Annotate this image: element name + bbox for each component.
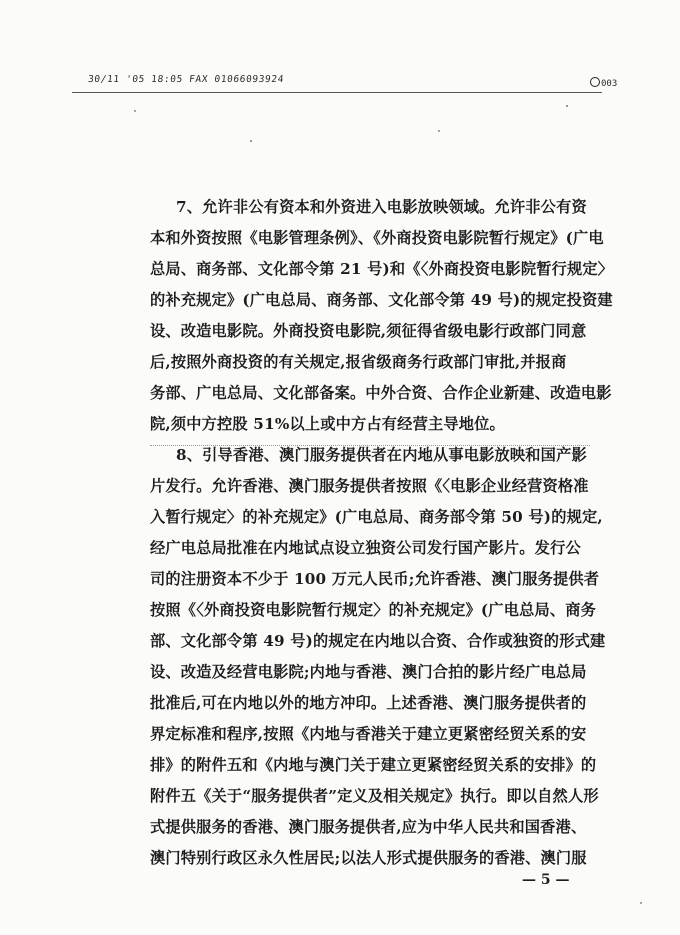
text-line: 院,须中方控股 51%以上或中方占有经营主导地位。 <box>150 415 505 433</box>
scan-noise <box>150 445 590 446</box>
text-line: 设、改造电影院。外商投资电影院,须征得省级电影行政部门同意 <box>150 322 587 340</box>
text-line: 司的注册资本不少于 100 万元人民币;允许香港、澳门服务提供者 <box>150 570 600 588</box>
text-line: 入暂行规定〉的补充规定》(广电总局、商务部令第 50 号)的规定, <box>150 508 603 526</box>
text-line: 片发行。允许香港、澳门服务提供者按照《〈电影企业经营资格准 <box>150 477 589 495</box>
fax-page-label: 003 <box>601 79 618 89</box>
header-rule <box>72 92 602 93</box>
text-line: 务部、广电总局、文化部备案。中外合资、合作企业新建、改造电影 <box>150 384 612 402</box>
text-line: 7、允许非公有资本和外资进入电影放映领域。允许非公有资 <box>176 198 587 216</box>
text-line: 部、文化部令第 49 号)的规定在内地以合资、合作或独资的形式建 <box>150 632 606 650</box>
text-line: 式提供服务的香港、澳门服务提供者,应为中华人民共和国香港、 <box>150 818 587 836</box>
scan-speck <box>566 105 568 107</box>
text-line: 澳门特别行政区永久性居民;以法人形式提供服务的香港、澳门服 <box>150 849 587 867</box>
text-line: 后,按照外商投资的有关规定,报省级商务行政部门审批,并报商 <box>150 353 567 371</box>
scan-speck <box>438 130 440 132</box>
text-line: 附件五《关于“服务提供者”定义及相关规定》执行。即以自然人形 <box>150 787 599 805</box>
text-line: 8、引导香港、澳门服务提供者在内地从事电影放映和国产影 <box>176 446 587 464</box>
page-number: — 5 — <box>522 872 570 888</box>
fax-header-line: 30/11 '05 18:05 FAX 01066093924 <box>87 74 285 85</box>
text-line: 本和外资按照《电影管理条例》、《外商投资电影院暂行规定》(广电 <box>150 229 604 247</box>
text-line: 批准后,可在内地以外的地方冲印。上述香港、澳门服务提供者的 <box>150 694 587 712</box>
fax-page-number <box>590 77 617 89</box>
text-line: 按照《〈外商投资电影院暂行规定〉的补充规定》(广电总局、商务 <box>150 601 597 619</box>
scan-speck <box>640 902 642 904</box>
text-line: 排》的附件五和《内地与澳门关于建立更紧密经贸关系的安排》的 <box>150 756 597 774</box>
scan-speck <box>250 140 252 142</box>
circle-icon <box>590 77 600 87</box>
text-line: 的补充规定》(广电总局、商务部、文化部令第 49 号)的规定投资建 <box>150 291 613 309</box>
text-line: 经广电总局批准在内地试点设立独资公司发行国产影片。发行公 <box>150 539 581 557</box>
text-line: 界定标准和程序,按照《内地与香港关于建立更紧密经贸关系的安 <box>150 725 587 743</box>
text-line: 设、改造及经营电影院;内地与香港、澳门合拍的影片经广电总局 <box>150 663 587 681</box>
text-line: 总局、商务部、文化部令第 21 号)和《〈外商投资电影院暂行规定〉 <box>150 260 614 278</box>
scan-speck <box>134 110 136 112</box>
